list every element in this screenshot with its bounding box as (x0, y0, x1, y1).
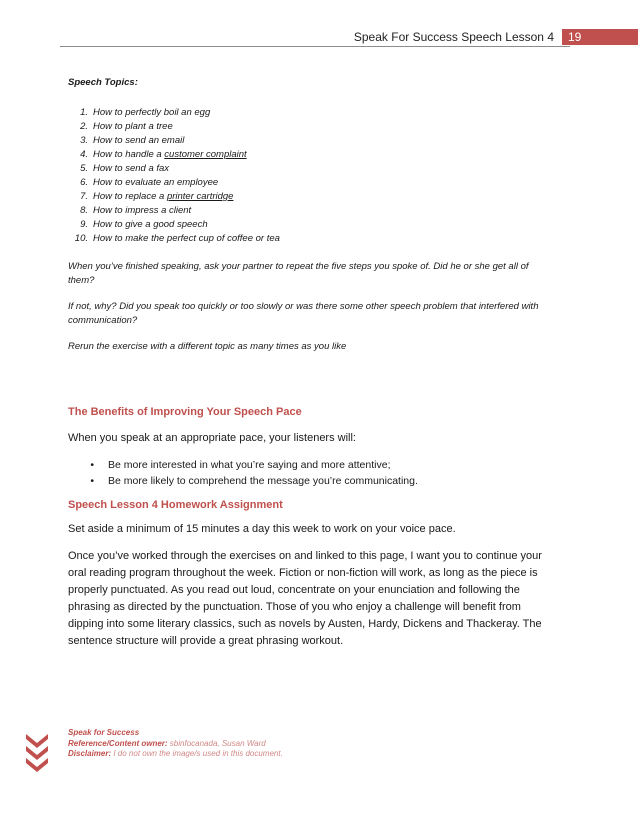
topic-link[interactable]: customer complaint (164, 149, 247, 160)
topic-number: 3. (80, 135, 88, 146)
page-footer (68, 728, 283, 760)
topic-text: How to give a good speech (93, 219, 208, 230)
topic-number: 5. (80, 163, 88, 174)
benefits-heading: The Benefits of Improving Your Speech Pace (68, 406, 302, 418)
topic-text: How to make the perfect cup of coffee or tea (93, 233, 280, 244)
topic-number: 7. (80, 191, 88, 202)
benefit-item (68, 473, 554, 489)
benefit-text: Be more likely to comprehend the message you’re communicating. (108, 475, 418, 487)
topic-number: 8. (80, 205, 88, 216)
topic-item (68, 106, 554, 120)
topic-item (68, 218, 554, 232)
speech-topics-list (68, 106, 554, 246)
bullet-icon: • (90, 459, 94, 471)
benefit-text: Be more interested in what you’re saying and more attentive; (108, 459, 391, 471)
header-divider (60, 46, 570, 47)
topic-number: 9. (80, 219, 88, 230)
topic-number: 1. (80, 107, 88, 118)
instruction-paragraph-2: If not, why? Did you speak too quickly or too slowly or was there some other speech problem that interfered with communication? (68, 301, 539, 326)
topic-number: 2. (80, 121, 88, 132)
homework-heading: Speech Lesson 4 Homework Assignment (68, 499, 283, 511)
topic-item (68, 120, 554, 134)
homework-paragraph-1: Set aside a minimum of 15 minutes a day this week to work on your voice pace. (68, 523, 456, 535)
instruction-paragraph-3: Rerun the exercise with a different topic as many times as you like (68, 341, 347, 352)
topic-item (68, 204, 554, 218)
footer-reference: Reference/Content owner: sbinfocanada, Susan Ward (68, 738, 266, 748)
benefit-item (68, 457, 554, 473)
topic-text: How to evaluate an employee (93, 177, 219, 188)
footer-disclaimer: Disclaimer: I do not own the image/s used in this document. (68, 749, 283, 758)
homework-paragraph-2: Once you’ve worked through the exercises on and linked to this page, I want you to continue your oral reading program throughout the week. Fiction or non-fiction will work, as long as the piece is properly punctuated. As you read out loud, concentrate on your enunciation and following the phrasing as directed by the punctuation. Those of you who enjoy a challenge will benefit from dipping into some literary classics, such as novels by Austen, Hardy, Dickens and Thackeray. The sentence structure will provide a great phrasing workout. (68, 550, 542, 647)
topic-text: How to impress a client (93, 205, 192, 216)
topic-link[interactable]: printer cartridge (166, 191, 234, 202)
topic-item (68, 176, 554, 190)
benefits-list (68, 457, 554, 489)
topic-text: How to replace a printer cartridge (93, 191, 234, 202)
topic-item (68, 134, 554, 148)
topic-text: How to perfectly boil an egg (93, 107, 211, 118)
topic-text: How to send an email (93, 135, 185, 146)
topic-item (68, 148, 554, 162)
topic-text: How to send a fax (93, 163, 170, 174)
instruction-paragraph-1: When you’ve finished speaking, ask your partner to repeat the five steps you spoke of. Did he or she get all of them? (68, 261, 529, 286)
header-title: Speak For Success Speech Lesson 4 (353, 30, 554, 44)
topic-text: How to handle a customer complaint (93, 149, 247, 160)
topic-item (68, 190, 554, 204)
bullet-icon: • (90, 475, 94, 487)
topic-text: How to plant a tree (93, 121, 173, 132)
topic-item (68, 232, 554, 246)
topic-number: 6. (80, 177, 88, 188)
page-number: 19 (562, 29, 638, 45)
speech-topics-title: Speech Topics: (68, 77, 138, 88)
topic-number: 10. (74, 233, 88, 244)
topic-number: 4. (80, 149, 88, 160)
chevron-down-icon (24, 733, 50, 773)
page-content (68, 76, 554, 658)
footer-title: Speak for Success (68, 728, 140, 737)
benefits-intro: When you speak at an appropriate pace, your listeners will: (68, 432, 356, 444)
topic-item (68, 162, 554, 176)
